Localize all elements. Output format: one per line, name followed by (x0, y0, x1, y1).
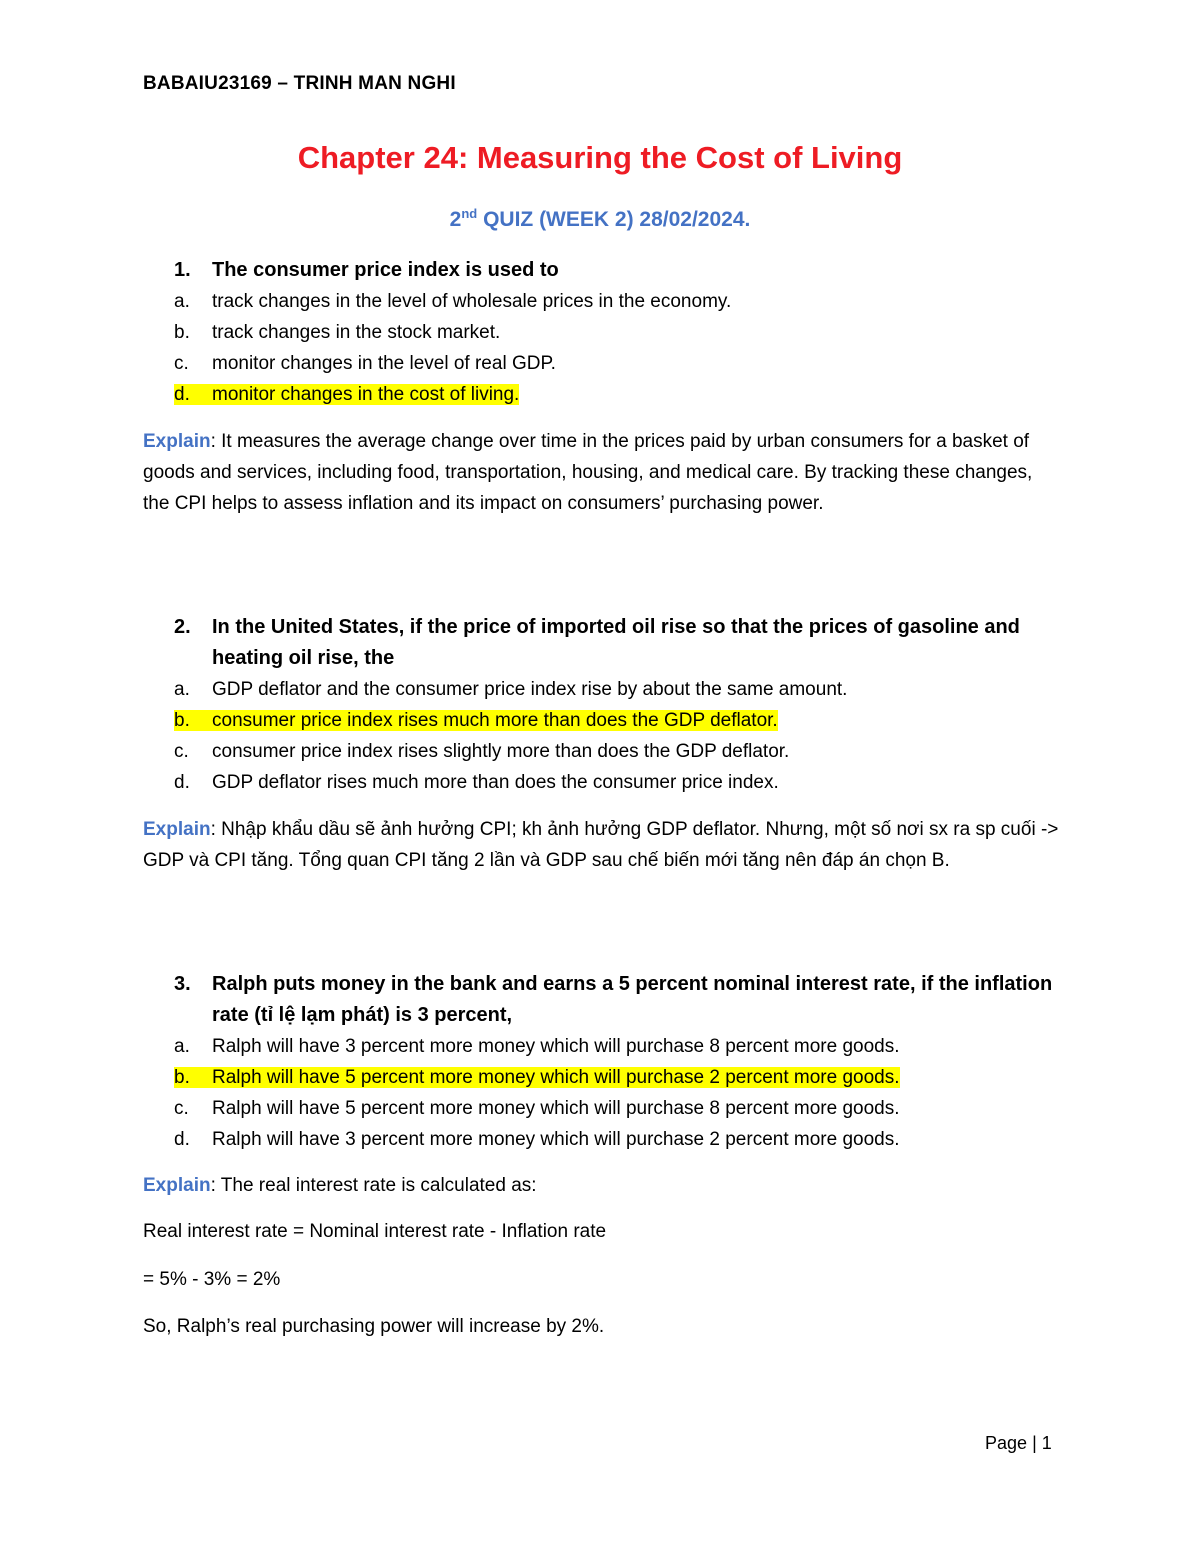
explain-label: Explain (143, 431, 211, 452)
option-3c (174, 1093, 1054, 1124)
question-3 (174, 969, 1054, 1031)
option-text: Ralph will have 3 percent more money which will purchase 2 percent more goods. (212, 1129, 900, 1150)
conclusion-line: So, Ralph’s real purchasing power will increase by 2%. (143, 1316, 605, 1337)
option-letter: d. (174, 384, 190, 405)
option-2c (174, 736, 1054, 767)
explain-label: Explain (143, 1175, 211, 1196)
option-1a (174, 286, 1054, 317)
subtitle-superscript: nd (461, 206, 478, 221)
option-text: consumer price index rises slightly more than does the GDP deflator. (212, 741, 790, 762)
page-footer (985, 1433, 1052, 1454)
option-letter: c. (174, 1098, 189, 1119)
option-letter: b. (174, 1067, 190, 1088)
subtitle-rest: QUIZ (WEEK 2) 28/02/2024. (477, 208, 751, 231)
option-text: GDP deflator rises much more than does the consumer price index. (212, 772, 779, 793)
option-letter: c. (174, 741, 189, 762)
option-text: Ralph will have 5 percent more money which will purchase 8 percent more goods. (212, 1098, 900, 1119)
option-text: Ralph will have 3 percent more money which will purchase 8 percent more goods. (212, 1036, 900, 1057)
quiz-subtitle (0, 208, 1200, 232)
option-letter: b. (174, 322, 190, 343)
option-letter: a. (174, 679, 190, 700)
explain-text: : It measures the average change over time in the prices paid by urban consumers for a basket of goods and services, including food, transportation, housing, and medical care. By tracking these changes, the CPI helps to assess inflation and its impact on consumers’ purchasing power. (143, 431, 1033, 514)
question-2 (174, 612, 1054, 674)
option-text: track changes in the stock market. (212, 322, 501, 343)
option-1b (174, 317, 1054, 348)
document-header: BABAIU23169 – TRINH MAN NGHI (143, 73, 456, 94)
option-2a (174, 674, 1054, 705)
explain-text: : The real interest rate is calculated as: (210, 1175, 537, 1196)
option-letter: b. (174, 710, 190, 731)
option-text: monitor changes in the level of real GDP. (212, 353, 556, 374)
question-number: 2. (174, 616, 191, 638)
option-text: Ralph will have 5 percent more money which will purchase 2 percent more goods. (212, 1067, 900, 1088)
explain-text: : Nhập khẩu dầu sẽ ảnh hưởng CPI; kh ảnh hưởng GDP deflator. Nhưng, một số nơi sx ra sp cuối -> GDP và CPI tăng. Tổng quan CPI tăng 2 lần và GDP sau chế biến mới tăng nên đáp án chọn B. (143, 819, 1059, 871)
option-3a (174, 1031, 1054, 1062)
explain-label: Explain (143, 819, 211, 840)
question-number: 3. (174, 973, 191, 995)
page-title: Chapter 24: Measuring the Cost of Living (297, 140, 903, 175)
page-number: 1 (1041, 1433, 1052, 1453)
question-text: The consumer price index is used to (212, 259, 559, 281)
option-letter: a. (174, 291, 190, 312)
option-1d-correct (174, 379, 1054, 410)
page-label: Page (985, 1433, 1028, 1453)
option-letter: d. (174, 772, 190, 793)
page-separator: | (1032, 1433, 1037, 1453)
explanation-2 (143, 814, 1063, 876)
question-number: 1. (174, 259, 191, 281)
calculation-line: = 5% - 3% = 2% (143, 1269, 281, 1290)
question-1 (174, 255, 1054, 286)
subtitle-number: 2 (449, 208, 462, 231)
option-letter: d. (174, 1129, 190, 1150)
option-text: consumer price index rises much more than does the GDP deflator. (212, 710, 778, 731)
question-text: Ralph puts money in the bank and earns a 5 percent nominal interest rate, if the inflation rate (tỉ lệ lạm phát) is 3 percent, (212, 973, 1053, 1026)
option-text: GDP deflator and the consumer price index rise by about the same amount. (212, 679, 848, 700)
option-text: track changes in the level of wholesale prices in the economy. (212, 291, 732, 312)
explanation-3 (143, 1170, 1063, 1201)
option-3d (174, 1124, 1054, 1155)
option-letter: a. (174, 1036, 190, 1057)
question-text: In the United States, if the price of imported oil rise so that the prices of gasoline and heating oil rise, the (212, 616, 1020, 669)
option-1c (174, 348, 1054, 379)
explanation-1 (143, 426, 1063, 519)
option-2d (174, 767, 1054, 798)
option-text: monitor changes in the cost of living. (212, 384, 520, 405)
option-2b-correct (174, 705, 1054, 736)
option-letter: c. (174, 353, 189, 374)
formula-line: Real interest rate = Nominal interest rate - Inflation rate (143, 1221, 607, 1242)
option-3b-correct (174, 1062, 1054, 1093)
